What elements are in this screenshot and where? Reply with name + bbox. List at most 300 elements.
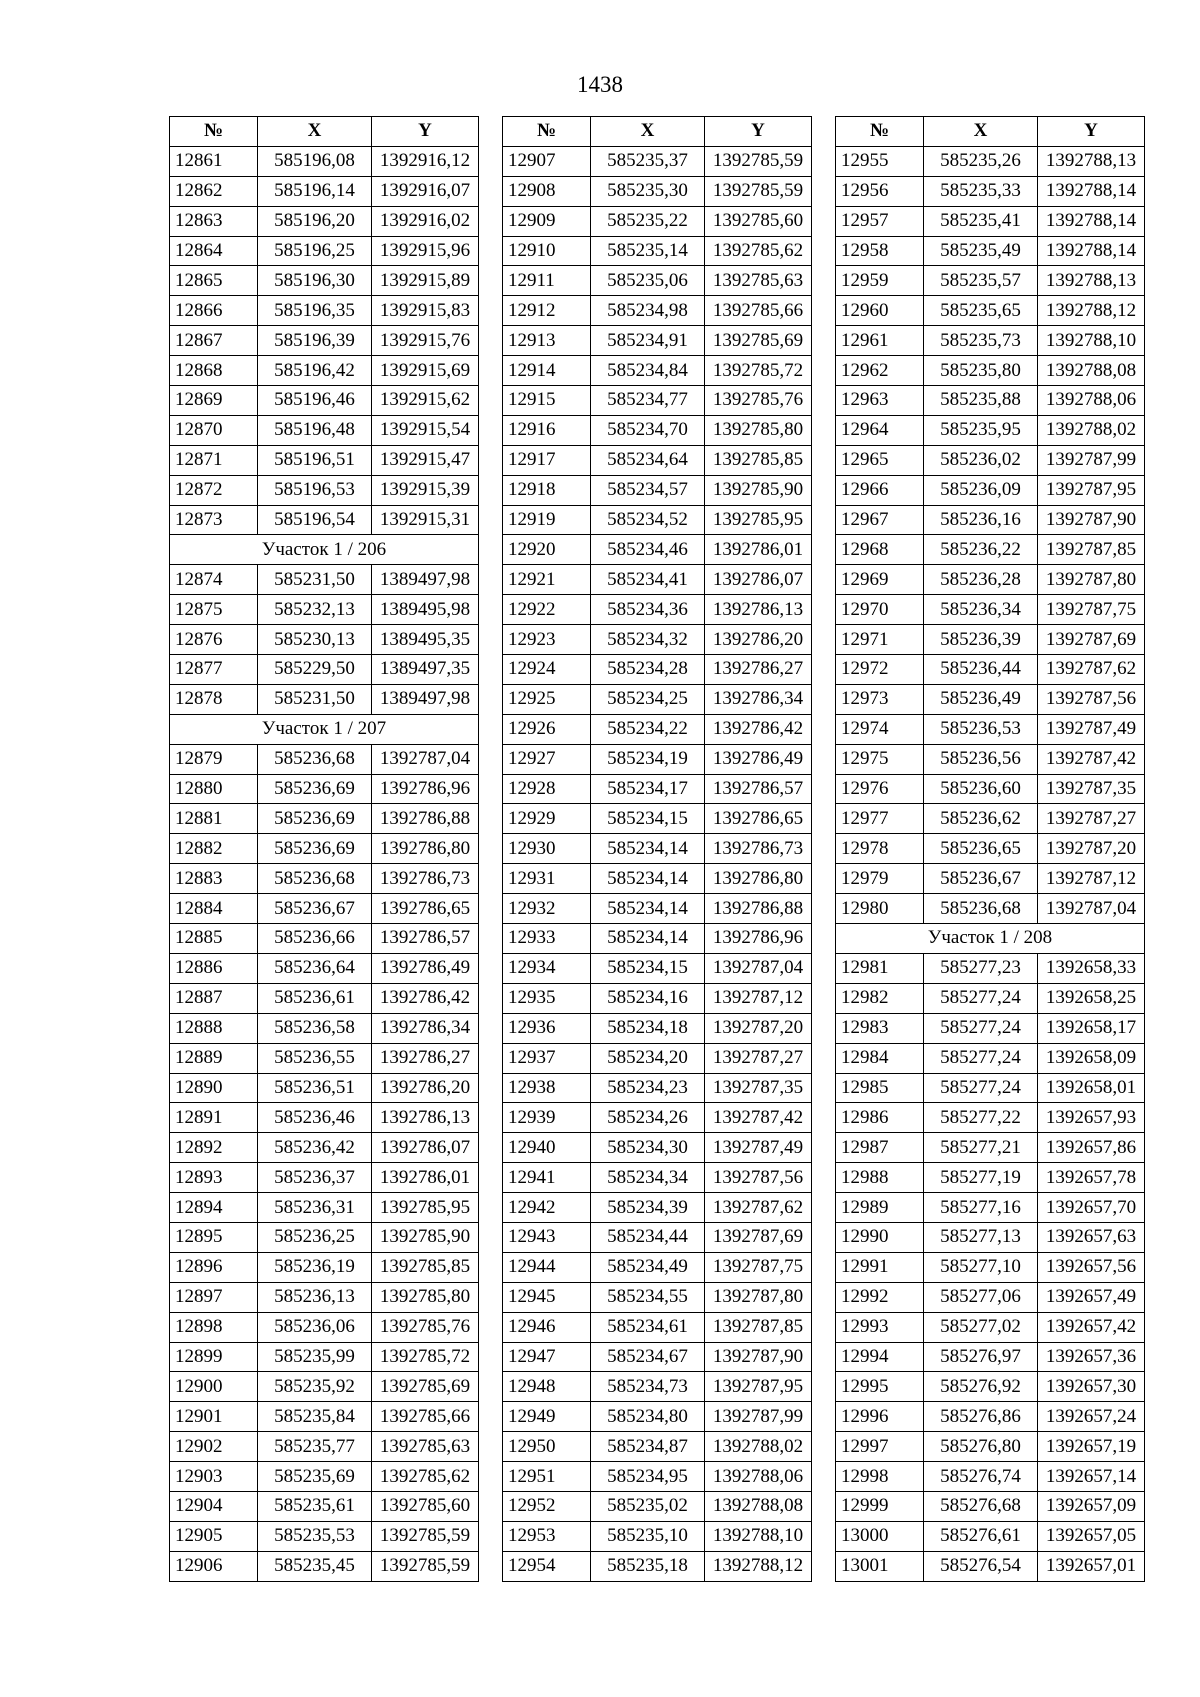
- coord-x: 585236,68: [924, 894, 1038, 924]
- point-number: 12889: [170, 1043, 258, 1073]
- point-number: 12960: [836, 296, 924, 326]
- coord-y: 1392785,76: [705, 386, 812, 416]
- coord-y: 1392788,14: [1038, 176, 1145, 206]
- table-row: [503, 744, 812, 774]
- coord-y: 1392787,62: [705, 1193, 812, 1223]
- table-row: [836, 804, 1145, 834]
- coord-y: 1392785,69: [372, 1372, 479, 1402]
- coord-y: 1392786,80: [372, 834, 479, 864]
- table-row: [503, 1402, 812, 1432]
- table-row: [170, 266, 479, 296]
- table-row: [503, 1551, 812, 1581]
- coord-y: 1392786,13: [705, 595, 812, 625]
- table-row: [503, 894, 812, 924]
- point-number: 12963: [836, 386, 924, 416]
- point-number: 12981: [836, 953, 924, 983]
- point-number: 12941: [503, 1163, 591, 1193]
- table-row: [503, 206, 812, 236]
- coord-y: 1392788,12: [1038, 296, 1145, 326]
- point-number: 12897: [170, 1282, 258, 1312]
- point-number: 12862: [170, 176, 258, 206]
- point-number: 12929: [503, 804, 591, 834]
- coord-y: 1392785,72: [372, 1342, 479, 1372]
- table-row: [170, 296, 479, 326]
- point-number: 12927: [503, 744, 591, 774]
- table-row: [503, 1073, 812, 1103]
- table-row: [836, 1013, 1145, 1043]
- table-row: [836, 1551, 1145, 1581]
- coord-y: 1392785,60: [372, 1491, 479, 1521]
- coord-x: 585234,87: [591, 1432, 705, 1462]
- coord-x: 585234,26: [591, 1103, 705, 1133]
- coord-y: 1392786,42: [372, 983, 479, 1013]
- table-row: [836, 774, 1145, 804]
- table-row: [503, 684, 812, 714]
- coord-x: 585276,61: [924, 1521, 1038, 1551]
- coord-x: 585277,10: [924, 1252, 1038, 1282]
- point-number: 12990: [836, 1222, 924, 1252]
- point-number: 12904: [170, 1491, 258, 1521]
- table-row: [836, 1133, 1145, 1163]
- point-number: 12976: [836, 774, 924, 804]
- point-number: 12977: [836, 804, 924, 834]
- coord-y: 1392787,20: [1038, 834, 1145, 864]
- coord-x: 585235,02: [591, 1491, 705, 1521]
- coord-y: 1392788,08: [705, 1491, 812, 1521]
- table-row: [170, 236, 479, 266]
- table-row: [836, 535, 1145, 565]
- coord-y: 1389497,98: [372, 565, 479, 595]
- table-row: [170, 655, 479, 685]
- table-row: [836, 1372, 1145, 1402]
- coord-x: 585236,39: [924, 625, 1038, 655]
- coord-x: 585235,65: [924, 296, 1038, 326]
- table-row: [836, 565, 1145, 595]
- point-number: 12863: [170, 206, 258, 236]
- coord-x: 585196,46: [258, 386, 372, 416]
- coord-y: 1392788,13: [1038, 266, 1145, 296]
- coord-x: 585276,80: [924, 1432, 1038, 1462]
- table-row: [170, 1103, 479, 1133]
- point-number: 12891: [170, 1103, 258, 1133]
- coord-x: 585231,50: [258, 565, 372, 595]
- point-number: 12974: [836, 714, 924, 744]
- coord-x: 585229,50: [258, 655, 372, 685]
- coord-x: 585196,42: [258, 356, 372, 386]
- table-row: [170, 1342, 479, 1372]
- coord-y: 1392787,04: [705, 953, 812, 983]
- point-number: 12978: [836, 834, 924, 864]
- point-number: 12985: [836, 1073, 924, 1103]
- coord-x: 585277,21: [924, 1133, 1038, 1163]
- table-row: [836, 1312, 1145, 1342]
- coord-x: 585235,06: [591, 266, 705, 296]
- coordinates-table-2: [502, 116, 812, 1582]
- point-number: 12988: [836, 1163, 924, 1193]
- point-number: 12993: [836, 1312, 924, 1342]
- point-number: 12917: [503, 445, 591, 475]
- point-number: 12910: [503, 236, 591, 266]
- point-number: 12922: [503, 595, 591, 625]
- table-row: [503, 1312, 812, 1342]
- table-row: [170, 1013, 479, 1043]
- point-number: 12898: [170, 1312, 258, 1342]
- coord-x: 585236,06: [258, 1312, 372, 1342]
- coord-x: 585234,46: [591, 535, 705, 565]
- coord-y: 1392788,14: [1038, 206, 1145, 236]
- table-row: [170, 1372, 479, 1402]
- coord-x: 585276,92: [924, 1372, 1038, 1402]
- coord-x: 585234,15: [591, 953, 705, 983]
- table-row: [170, 834, 479, 864]
- table-row: [503, 146, 812, 176]
- coord-y: 1392786,57: [372, 924, 479, 954]
- coord-x: 585234,15: [591, 804, 705, 834]
- point-number: 12932: [503, 894, 591, 924]
- coord-y: 1392915,76: [372, 326, 479, 356]
- coord-y: 1392787,04: [1038, 894, 1145, 924]
- coord-x: 585235,37: [591, 146, 705, 176]
- point-number: 12879: [170, 744, 258, 774]
- table-row: [503, 655, 812, 685]
- coord-y: 1392915,89: [372, 266, 479, 296]
- coord-y: 1392787,75: [1038, 595, 1145, 625]
- table-row: [170, 924, 479, 954]
- point-number: 12948: [503, 1372, 591, 1402]
- point-number: 12916: [503, 415, 591, 445]
- coord-x: 585236,25: [258, 1222, 372, 1252]
- coord-x: 585234,14: [591, 834, 705, 864]
- table-row: [170, 1432, 479, 1462]
- coord-y: 1392788,02: [705, 1432, 812, 1462]
- table-row: [836, 1103, 1145, 1133]
- point-number: 12884: [170, 894, 258, 924]
- point-number: 12940: [503, 1133, 591, 1163]
- coord-y: 1392657,19: [1038, 1432, 1145, 1462]
- point-number: 12975: [836, 744, 924, 774]
- coord-x: 585236,67: [258, 894, 372, 924]
- point-number: 12954: [503, 1551, 591, 1581]
- coord-x: 585232,13: [258, 595, 372, 625]
- coord-x: 585236,34: [924, 595, 1038, 625]
- table-row: [836, 953, 1145, 983]
- point-number: 12984: [836, 1043, 924, 1073]
- point-number: 12899: [170, 1342, 258, 1372]
- coord-y: 1392658,17: [1038, 1013, 1145, 1043]
- table-row: [170, 1462, 479, 1492]
- table-row: [503, 1372, 812, 1402]
- coord-x: 585236,64: [258, 953, 372, 983]
- table-row: [170, 356, 479, 386]
- coord-x: 585277,24: [924, 1073, 1038, 1103]
- coord-y: 1389495,98: [372, 595, 479, 625]
- table-row: [836, 146, 1145, 176]
- coord-x: 585236,62: [924, 804, 1038, 834]
- coord-y: 1392787,85: [1038, 535, 1145, 565]
- point-number: 12952: [503, 1491, 591, 1521]
- point-number: 12939: [503, 1103, 591, 1133]
- coord-y: 1392657,01: [1038, 1551, 1145, 1581]
- coord-x: 585277,16: [924, 1193, 1038, 1223]
- table-row: [503, 1133, 812, 1163]
- point-number: 12998: [836, 1462, 924, 1492]
- coord-x: 585235,57: [924, 266, 1038, 296]
- point-number: 12947: [503, 1342, 591, 1372]
- table-row: [170, 1073, 479, 1103]
- table-row: [503, 924, 812, 954]
- table-row: [836, 1432, 1145, 1462]
- header-y: Y: [705, 117, 812, 147]
- table-row: [503, 1193, 812, 1223]
- coord-x: 585234,80: [591, 1402, 705, 1432]
- coord-x: 585235,61: [258, 1491, 372, 1521]
- coord-x: 585236,31: [258, 1193, 372, 1223]
- section-row: [170, 714, 479, 744]
- coord-x: 585277,19: [924, 1163, 1038, 1193]
- point-number: 12935: [503, 983, 591, 1013]
- header-number: №: [170, 117, 258, 147]
- coord-y: 1392788,02: [1038, 415, 1145, 445]
- coord-x: 585234,98: [591, 296, 705, 326]
- point-number: 12895: [170, 1222, 258, 1252]
- coord-y: 1392788,06: [1038, 386, 1145, 416]
- coord-x: 585196,08: [258, 146, 372, 176]
- point-number: 12968: [836, 535, 924, 565]
- coord-x: 585235,77: [258, 1432, 372, 1462]
- coord-y: 1392657,86: [1038, 1133, 1145, 1163]
- table-row: [503, 356, 812, 386]
- coord-x: 585234,67: [591, 1342, 705, 1372]
- point-number: 12890: [170, 1073, 258, 1103]
- table-row: [170, 774, 479, 804]
- coord-y: 1392657,56: [1038, 1252, 1145, 1282]
- point-number: 12944: [503, 1252, 591, 1282]
- point-number: 12874: [170, 565, 258, 595]
- point-number: 12864: [170, 236, 258, 266]
- table-row: [836, 1163, 1145, 1193]
- coord-x: 585276,54: [924, 1551, 1038, 1581]
- coord-y: 1392787,35: [705, 1073, 812, 1103]
- section-row: [836, 924, 1145, 954]
- coord-y: 1392785,59: [705, 146, 812, 176]
- coord-x: 585235,99: [258, 1342, 372, 1372]
- point-number: 12991: [836, 1252, 924, 1282]
- coord-y: 1392786,20: [705, 625, 812, 655]
- coord-y: 1392658,33: [1038, 953, 1145, 983]
- point-number: 12873: [170, 505, 258, 535]
- point-number: 12995: [836, 1372, 924, 1402]
- section-title: Участок 1 / 207: [170, 714, 479, 744]
- point-number: 12983: [836, 1013, 924, 1043]
- point-number: 12894: [170, 1193, 258, 1223]
- coord-y: 1392785,59: [372, 1551, 479, 1581]
- coord-y: 1392785,90: [372, 1222, 479, 1252]
- point-number: 12878: [170, 684, 258, 714]
- point-number: 12942: [503, 1193, 591, 1223]
- table-row: [836, 1521, 1145, 1551]
- coord-x: 585234,91: [591, 326, 705, 356]
- coord-y: 1392786,65: [705, 804, 812, 834]
- coord-x: 585235,18: [591, 1551, 705, 1581]
- coord-y: 1392785,85: [705, 445, 812, 475]
- coord-y: 1392657,30: [1038, 1372, 1145, 1402]
- coord-y: 1392787,42: [1038, 744, 1145, 774]
- table-row: [170, 146, 479, 176]
- table-header-row: [836, 117, 1145, 147]
- point-number: 12880: [170, 774, 258, 804]
- table-row: [503, 983, 812, 1013]
- table-row: [836, 415, 1145, 445]
- coord-x: 585236,58: [258, 1013, 372, 1043]
- coord-y: 1392786,42: [705, 714, 812, 744]
- coord-x: 585196,30: [258, 266, 372, 296]
- point-number: 13001: [836, 1551, 924, 1581]
- point-number: 12949: [503, 1402, 591, 1432]
- point-number: 12887: [170, 983, 258, 1013]
- coord-y: 1389495,35: [372, 625, 479, 655]
- table-row: [503, 1491, 812, 1521]
- coord-y: 1392915,62: [372, 386, 479, 416]
- table-row: [836, 655, 1145, 685]
- table-row: [836, 445, 1145, 475]
- table-row: [170, 176, 479, 206]
- table-row: [170, 804, 479, 834]
- point-number: 12918: [503, 475, 591, 505]
- table-row: [503, 266, 812, 296]
- coord-x: 585236,28: [924, 565, 1038, 595]
- coord-y: 1392788,14: [1038, 236, 1145, 266]
- point-number: 12920: [503, 535, 591, 565]
- point-number: 12893: [170, 1163, 258, 1193]
- table-row: [503, 714, 812, 744]
- coord-x: 585234,49: [591, 1252, 705, 1282]
- table-row: [836, 296, 1145, 326]
- table-row: [836, 386, 1145, 416]
- coord-x: 585235,30: [591, 176, 705, 206]
- point-number: 12921: [503, 565, 591, 595]
- table-row: [170, 1163, 479, 1193]
- point-number: 13000: [836, 1521, 924, 1551]
- coord-y: 1392787,80: [705, 1282, 812, 1312]
- coord-x: 585277,24: [924, 1013, 1038, 1043]
- table-row: [170, 983, 479, 1013]
- coord-y: 1392786,07: [705, 565, 812, 595]
- coord-y: 1392785,60: [705, 206, 812, 236]
- coord-x: 585235,95: [924, 415, 1038, 445]
- point-number: 12994: [836, 1342, 924, 1372]
- point-number: 12907: [503, 146, 591, 176]
- coord-y: 1392786,73: [705, 834, 812, 864]
- table-row: [836, 714, 1145, 744]
- coord-y: 1392786,34: [372, 1013, 479, 1043]
- point-number: 12950: [503, 1432, 591, 1462]
- coord-y: 1392787,49: [1038, 714, 1145, 744]
- coord-y: 1392788,13: [1038, 146, 1145, 176]
- table-row: [836, 864, 1145, 894]
- coord-y: 1392658,09: [1038, 1043, 1145, 1073]
- table-row: [503, 1222, 812, 1252]
- coord-x: 585276,86: [924, 1402, 1038, 1432]
- coord-x: 585236,56: [924, 744, 1038, 774]
- coord-x: 585235,84: [258, 1402, 372, 1432]
- point-number: 12964: [836, 415, 924, 445]
- table-row: [170, 505, 479, 535]
- point-number: 12936: [503, 1013, 591, 1043]
- point-number: 12997: [836, 1432, 924, 1462]
- table-row: [170, 864, 479, 894]
- table-row: [170, 595, 479, 625]
- coord-x: 585236,53: [924, 714, 1038, 744]
- point-number: 12982: [836, 983, 924, 1013]
- coord-x: 585234,34: [591, 1163, 705, 1193]
- coord-x: 585235,26: [924, 146, 1038, 176]
- coord-y: 1389497,35: [372, 655, 479, 685]
- coord-y: 1392786,34: [705, 684, 812, 714]
- point-number: 12905: [170, 1521, 258, 1551]
- coord-x: 585236,69: [258, 804, 372, 834]
- point-number: 12909: [503, 206, 591, 236]
- coord-y: 1392786,57: [705, 774, 812, 804]
- table-row: [836, 1252, 1145, 1282]
- coord-x: 585234,36: [591, 595, 705, 625]
- point-number: 12926: [503, 714, 591, 744]
- coord-y: 1392786,20: [372, 1073, 479, 1103]
- table-row: [503, 774, 812, 804]
- point-number: 12951: [503, 1462, 591, 1492]
- coord-x: 585235,33: [924, 176, 1038, 206]
- coord-x: 585235,22: [591, 206, 705, 236]
- table-row: [503, 445, 812, 475]
- point-number: 12923: [503, 625, 591, 655]
- coord-x: 585236,67: [924, 864, 1038, 894]
- point-number: 12938: [503, 1073, 591, 1103]
- coord-y: 1392787,95: [705, 1372, 812, 1402]
- coord-x: 585236,51: [258, 1073, 372, 1103]
- coord-y: 1389497,98: [372, 684, 479, 714]
- coord-x: 585236,65: [924, 834, 1038, 864]
- table-row: [503, 415, 812, 445]
- header-number: №: [836, 117, 924, 147]
- coord-x: 585236,68: [258, 744, 372, 774]
- point-number: 12961: [836, 326, 924, 356]
- coord-x: 585235,45: [258, 1551, 372, 1581]
- point-number: 12996: [836, 1402, 924, 1432]
- coord-y: 1392785,59: [372, 1521, 479, 1551]
- coord-y: 1392786,88: [372, 804, 479, 834]
- coord-x: 585234,16: [591, 983, 705, 1013]
- point-number: 12892: [170, 1133, 258, 1163]
- point-number: 12919: [503, 505, 591, 535]
- coord-y: 1392657,42: [1038, 1312, 1145, 1342]
- table-row: [170, 1282, 479, 1312]
- coord-y: 1392786,07: [372, 1133, 479, 1163]
- coord-x: 585235,73: [924, 326, 1038, 356]
- coord-y: 1392657,09: [1038, 1491, 1145, 1521]
- table-row: [170, 1133, 479, 1163]
- table-row: [503, 1282, 812, 1312]
- point-number: 12959: [836, 266, 924, 296]
- coord-x: 585277,06: [924, 1282, 1038, 1312]
- point-number: 12900: [170, 1372, 258, 1402]
- coord-y: 1392657,78: [1038, 1163, 1145, 1193]
- coord-x: 585230,13: [258, 625, 372, 655]
- coord-y: 1392787,35: [1038, 774, 1145, 804]
- coord-x: 585236,22: [924, 535, 1038, 565]
- coord-y: 1392916,02: [372, 206, 479, 236]
- coord-y: 1392785,66: [372, 1402, 479, 1432]
- coord-x: 585234,84: [591, 356, 705, 386]
- table-row: [503, 565, 812, 595]
